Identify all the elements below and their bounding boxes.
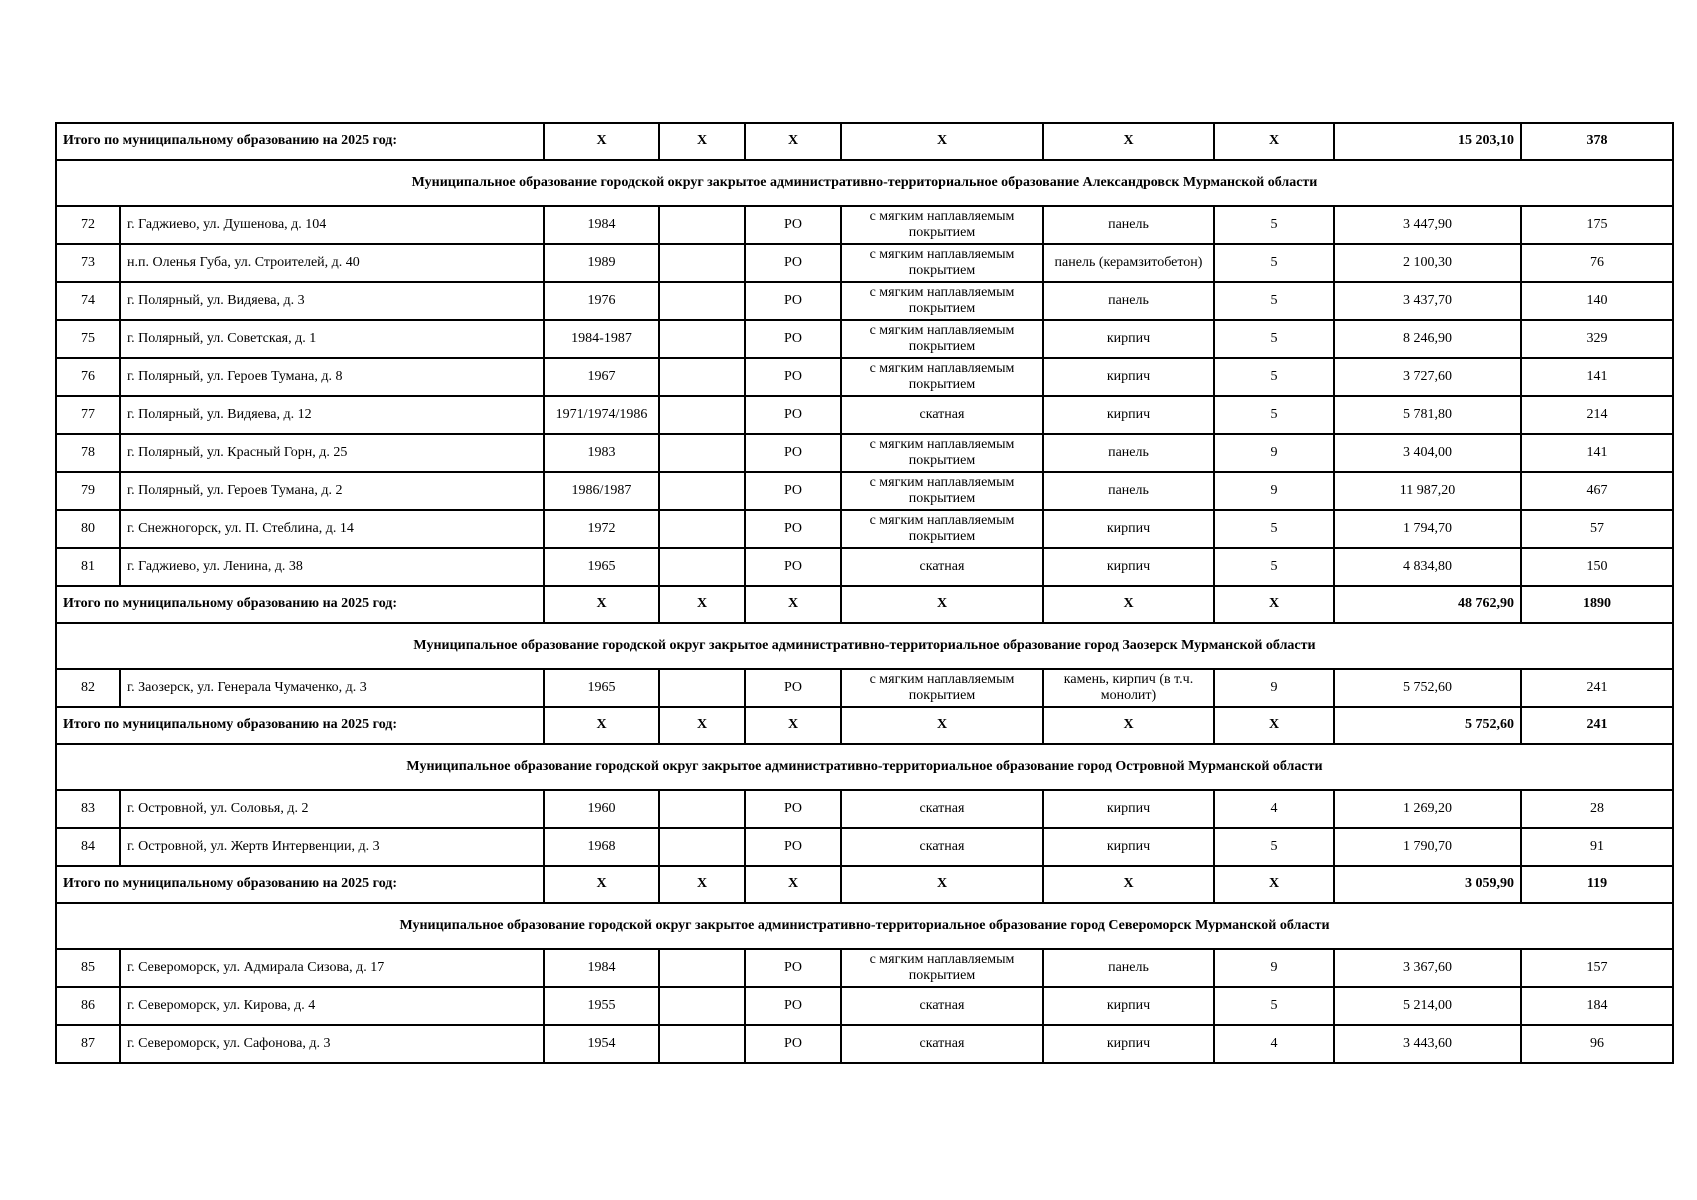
program-cell: РО xyxy=(745,358,841,396)
address-cell: г. Североморск, ул. Адмирала Сизова, д. 17 xyxy=(120,949,544,987)
total-x-cell: X xyxy=(544,707,659,744)
empty-cell xyxy=(659,1025,745,1063)
area-cell: 3 443,60 xyxy=(1334,1025,1521,1063)
area-cell: 1 790,70 xyxy=(1334,828,1521,866)
empty-cell xyxy=(659,828,745,866)
section-header-row xyxy=(56,160,1673,206)
floors-cell: 5 xyxy=(1214,987,1334,1025)
residents-cell: 329 xyxy=(1521,320,1673,358)
total-row xyxy=(56,866,1673,903)
total-x-cell: X xyxy=(1214,123,1334,160)
total-x-cell: X xyxy=(1043,123,1214,160)
total-x-cell: X xyxy=(544,586,659,623)
program-cell: РО xyxy=(745,949,841,987)
residents-cell: 214 xyxy=(1521,396,1673,434)
table-row xyxy=(56,828,1673,866)
total-x-cell: X xyxy=(1214,866,1334,903)
roof-type-cell: с мягким наплавляемым покрытием xyxy=(841,949,1043,987)
program-cell: РО xyxy=(745,987,841,1025)
residents-cell: 241 xyxy=(1521,669,1673,707)
residents-cell: 467 xyxy=(1521,472,1673,510)
total-row xyxy=(56,123,1673,160)
floors-cell: 5 xyxy=(1214,320,1334,358)
table-body xyxy=(56,123,1673,1063)
wall-material-cell: кирпич xyxy=(1043,358,1214,396)
total-label: Итого по муниципальному образованию на 2025 год: xyxy=(56,707,544,744)
row-number-cell: 72 xyxy=(56,206,120,244)
address-cell: г. Гаджиево, ул. Ленина, д. 38 xyxy=(120,548,544,586)
table-row xyxy=(56,320,1673,358)
year-cell: 1965 xyxy=(544,548,659,586)
year-cell: 1967 xyxy=(544,358,659,396)
total-x-cell: X xyxy=(841,707,1043,744)
empty-cell xyxy=(659,548,745,586)
total-x-cell: X xyxy=(745,707,841,744)
address-cell: г. Заозерск, ул. Генерала Чумаченко, д. 3 xyxy=(120,669,544,707)
table-row xyxy=(56,434,1673,472)
empty-cell xyxy=(659,987,745,1025)
year-cell: 1960 xyxy=(544,790,659,828)
floors-cell: 4 xyxy=(1214,1025,1334,1063)
total-x-cell: X xyxy=(659,707,745,744)
empty-cell xyxy=(659,282,745,320)
housing-table xyxy=(55,122,1674,1064)
area-cell: 3 437,70 xyxy=(1334,282,1521,320)
row-number-cell: 81 xyxy=(56,548,120,586)
floors-cell: 5 xyxy=(1214,358,1334,396)
residents-cell: 157 xyxy=(1521,949,1673,987)
table-row xyxy=(56,358,1673,396)
empty-cell xyxy=(659,320,745,358)
roof-type-cell: скатная xyxy=(841,828,1043,866)
area-cell: 8 246,90 xyxy=(1334,320,1521,358)
address-cell: г. Полярный, ул. Видяева, д. 3 xyxy=(120,282,544,320)
address-cell: г. Гаджиево, ул. Душенова, д. 104 xyxy=(120,206,544,244)
row-number-cell: 79 xyxy=(56,472,120,510)
program-cell: РО xyxy=(745,282,841,320)
total-x-cell: X xyxy=(841,866,1043,903)
program-cell: РО xyxy=(745,434,841,472)
empty-cell xyxy=(659,949,745,987)
total-x-cell: X xyxy=(1043,586,1214,623)
roof-type-cell: с мягким наплавляемым покрытием xyxy=(841,244,1043,282)
row-number-cell: 84 xyxy=(56,828,120,866)
section-header-row xyxy=(56,744,1673,790)
area-cell: 3 447,90 xyxy=(1334,206,1521,244)
year-cell: 1955 xyxy=(544,987,659,1025)
program-cell: РО xyxy=(745,472,841,510)
floors-cell: 5 xyxy=(1214,282,1334,320)
program-cell: РО xyxy=(745,244,841,282)
address-cell: г. Полярный, ул. Красный Горн, д. 25 xyxy=(120,434,544,472)
residents-cell: 175 xyxy=(1521,206,1673,244)
program-cell: РО xyxy=(745,206,841,244)
address-cell: г. Североморск, ул. Сафонова, д. 3 xyxy=(120,1025,544,1063)
address-cell: г. Островной, ул. Жертв Интервенции, д. 3 xyxy=(120,828,544,866)
year-cell: 1954 xyxy=(544,1025,659,1063)
area-cell: 5 214,00 xyxy=(1334,987,1521,1025)
residents-cell: 57 xyxy=(1521,510,1673,548)
total-residents-cell: 241 xyxy=(1521,707,1673,744)
year-cell: 1965 xyxy=(544,669,659,707)
area-cell: 11 987,20 xyxy=(1334,472,1521,510)
year-cell: 1984-1987 xyxy=(544,320,659,358)
area-cell: 2 100,30 xyxy=(1334,244,1521,282)
program-cell: РО xyxy=(745,790,841,828)
address-cell: г. Полярный, ул. Героев Тумана, д. 2 xyxy=(120,472,544,510)
table-row xyxy=(56,396,1673,434)
total-x-cell: X xyxy=(745,866,841,903)
total-x-cell: X xyxy=(841,586,1043,623)
total-residents-cell: 1890 xyxy=(1521,586,1673,623)
empty-cell xyxy=(659,510,745,548)
address-cell: г. Североморск, ул. Кирова, д. 4 xyxy=(120,987,544,1025)
year-cell: 1989 xyxy=(544,244,659,282)
area-cell: 4 834,80 xyxy=(1334,548,1521,586)
row-number-cell: 76 xyxy=(56,358,120,396)
year-cell: 1968 xyxy=(544,828,659,866)
total-x-cell: X xyxy=(659,123,745,160)
total-area-cell: 3 059,90 xyxy=(1334,866,1521,903)
roof-type-cell: с мягким наплавляемым покрытием xyxy=(841,434,1043,472)
table-row xyxy=(56,987,1673,1025)
total-x-cell: X xyxy=(1043,707,1214,744)
area-cell: 1 794,70 xyxy=(1334,510,1521,548)
table-row xyxy=(56,548,1673,586)
total-row xyxy=(56,586,1673,623)
roof-type-cell: с мягким наплавляемым покрытием xyxy=(841,206,1043,244)
empty-cell xyxy=(659,669,745,707)
address-cell: г. Островной, ул. Соловья, д. 2 xyxy=(120,790,544,828)
row-number-cell: 80 xyxy=(56,510,120,548)
empty-cell xyxy=(659,472,745,510)
section-header-row xyxy=(56,623,1673,669)
floors-cell: 5 xyxy=(1214,828,1334,866)
area-cell: 3 367,60 xyxy=(1334,949,1521,987)
total-label: Итого по муниципальному образованию на 2025 год: xyxy=(56,586,544,623)
table-row xyxy=(56,282,1673,320)
address-cell: г. Полярный, ул. Героев Тумана, д. 8 xyxy=(120,358,544,396)
table-row xyxy=(56,790,1673,828)
year-cell: 1986/1987 xyxy=(544,472,659,510)
wall-material-cell: кирпич xyxy=(1043,987,1214,1025)
residents-cell: 28 xyxy=(1521,790,1673,828)
row-number-cell: 82 xyxy=(56,669,120,707)
row-number-cell: 73 xyxy=(56,244,120,282)
residents-cell: 150 xyxy=(1521,548,1673,586)
row-number-cell: 77 xyxy=(56,396,120,434)
roof-type-cell: с мягким наплавляемым покрытием xyxy=(841,472,1043,510)
table-row xyxy=(56,510,1673,548)
residents-cell: 184 xyxy=(1521,987,1673,1025)
wall-material-cell: кирпич xyxy=(1043,790,1214,828)
total-residents-cell: 119 xyxy=(1521,866,1673,903)
area-cell: 3 727,60 xyxy=(1334,358,1521,396)
total-x-cell: X xyxy=(659,866,745,903)
total-x-cell: X xyxy=(1214,707,1334,744)
roof-type-cell: скатная xyxy=(841,1025,1043,1063)
row-number-cell: 78 xyxy=(56,434,120,472)
wall-material-cell: панель xyxy=(1043,472,1214,510)
address-cell: г. Полярный, ул. Советская, д. 1 xyxy=(120,320,544,358)
row-number-cell: 86 xyxy=(56,987,120,1025)
program-cell: РО xyxy=(745,1025,841,1063)
roof-type-cell: скатная xyxy=(841,790,1043,828)
year-cell: 1971/1974/1986 xyxy=(544,396,659,434)
floors-cell: 5 xyxy=(1214,510,1334,548)
program-cell: РО xyxy=(745,320,841,358)
section-title: Муниципальное образование городской округ закрытое административно-территориальное образование город Островной Мурманской области xyxy=(56,744,1673,790)
table-row xyxy=(56,244,1673,282)
program-cell: РО xyxy=(745,669,841,707)
address-cell: г. Полярный, ул. Видяева, д. 12 xyxy=(120,396,544,434)
section-title: Муниципальное образование городской округ закрытое административно-территориальное образование город Североморск Мурманской области xyxy=(56,903,1673,949)
total-x-cell: X xyxy=(841,123,1043,160)
floors-cell: 5 xyxy=(1214,206,1334,244)
year-cell: 1983 xyxy=(544,434,659,472)
area-cell: 5 781,80 xyxy=(1334,396,1521,434)
area-cell: 3 404,00 xyxy=(1334,434,1521,472)
table-row xyxy=(56,949,1673,987)
program-cell: РО xyxy=(745,828,841,866)
wall-material-cell: кирпич xyxy=(1043,1025,1214,1063)
empty-cell xyxy=(659,206,745,244)
residents-cell: 91 xyxy=(1521,828,1673,866)
floors-cell: 9 xyxy=(1214,434,1334,472)
wall-material-cell: кирпич xyxy=(1043,548,1214,586)
total-area-cell: 5 752,60 xyxy=(1334,707,1521,744)
table-row xyxy=(56,206,1673,244)
roof-type-cell: с мягким наплавляемым покрытием xyxy=(841,669,1043,707)
residents-cell: 96 xyxy=(1521,1025,1673,1063)
residents-cell: 141 xyxy=(1521,434,1673,472)
total-area-cell: 15 203,10 xyxy=(1334,123,1521,160)
residents-cell: 141 xyxy=(1521,358,1673,396)
section-title: Муниципальное образование городской округ закрытое административно-территориальное образование город Заозерск Мурманской области xyxy=(56,623,1673,669)
roof-type-cell: с мягким наплавляемым покрытием xyxy=(841,358,1043,396)
year-cell: 1976 xyxy=(544,282,659,320)
empty-cell xyxy=(659,358,745,396)
area-cell: 1 269,20 xyxy=(1334,790,1521,828)
address-cell: н.п. Оленья Губа, ул. Строителей, д. 40 xyxy=(120,244,544,282)
year-cell: 1984 xyxy=(544,949,659,987)
table-row xyxy=(56,472,1673,510)
total-residents-cell: 378 xyxy=(1521,123,1673,160)
roof-type-cell: с мягким наплавляемым покрытием xyxy=(841,320,1043,358)
wall-material-cell: панель xyxy=(1043,282,1214,320)
row-number-cell: 74 xyxy=(56,282,120,320)
total-area-cell: 48 762,90 xyxy=(1334,586,1521,623)
row-number-cell: 83 xyxy=(56,790,120,828)
total-label: Итого по муниципальному образованию на 2025 год: xyxy=(56,123,544,160)
total-x-cell: X xyxy=(544,866,659,903)
wall-material-cell: кирпич xyxy=(1043,828,1214,866)
wall-material-cell: панель (керамзитобетон) xyxy=(1043,244,1214,282)
empty-cell xyxy=(659,244,745,282)
program-cell: РО xyxy=(745,510,841,548)
roof-type-cell: скатная xyxy=(841,396,1043,434)
residents-cell: 140 xyxy=(1521,282,1673,320)
floors-cell: 4 xyxy=(1214,790,1334,828)
table-row xyxy=(56,669,1673,707)
total-x-cell: X xyxy=(1043,866,1214,903)
wall-material-cell: камень, кирпич (в т.ч. монолит) xyxy=(1043,669,1214,707)
wall-material-cell: панель xyxy=(1043,434,1214,472)
empty-cell xyxy=(659,396,745,434)
residents-cell: 76 xyxy=(1521,244,1673,282)
floors-cell: 5 xyxy=(1214,548,1334,586)
address-cell: г. Снежногорск, ул. П. Стеблина, д. 14 xyxy=(120,510,544,548)
total-x-cell: X xyxy=(1214,586,1334,623)
total-x-cell: X xyxy=(745,123,841,160)
floors-cell: 5 xyxy=(1214,396,1334,434)
program-cell: РО xyxy=(745,548,841,586)
empty-cell xyxy=(659,790,745,828)
year-cell: 1984 xyxy=(544,206,659,244)
section-title: Муниципальное образование городской округ закрытое административно-территориальное образование Александровск Мурманской области xyxy=(56,160,1673,206)
roof-type-cell: с мягким наплавляемым покрытием xyxy=(841,282,1043,320)
floors-cell: 5 xyxy=(1214,244,1334,282)
year-cell: 1972 xyxy=(544,510,659,548)
total-label: Итого по муниципальному образованию на 2025 год: xyxy=(56,866,544,903)
floors-cell: 9 xyxy=(1214,472,1334,510)
empty-cell xyxy=(659,434,745,472)
wall-material-cell: кирпич xyxy=(1043,510,1214,548)
total-row xyxy=(56,707,1673,744)
wall-material-cell: панель xyxy=(1043,206,1214,244)
wall-material-cell: панель xyxy=(1043,949,1214,987)
wall-material-cell: кирпич xyxy=(1043,396,1214,434)
floors-cell: 9 xyxy=(1214,949,1334,987)
roof-type-cell: скатная xyxy=(841,987,1043,1025)
table-row xyxy=(56,1025,1673,1063)
area-cell: 5 752,60 xyxy=(1334,669,1521,707)
roof-type-cell: с мягким наплавляемым покрытием xyxy=(841,510,1043,548)
floors-cell: 9 xyxy=(1214,669,1334,707)
roof-type-cell: скатная xyxy=(841,548,1043,586)
wall-material-cell: кирпич xyxy=(1043,320,1214,358)
row-number-cell: 87 xyxy=(56,1025,120,1063)
total-x-cell: X xyxy=(544,123,659,160)
section-header-row xyxy=(56,903,1673,949)
total-x-cell: X xyxy=(659,586,745,623)
row-number-cell: 75 xyxy=(56,320,120,358)
program-cell: РО xyxy=(745,396,841,434)
row-number-cell: 85 xyxy=(56,949,120,987)
total-x-cell: X xyxy=(745,586,841,623)
